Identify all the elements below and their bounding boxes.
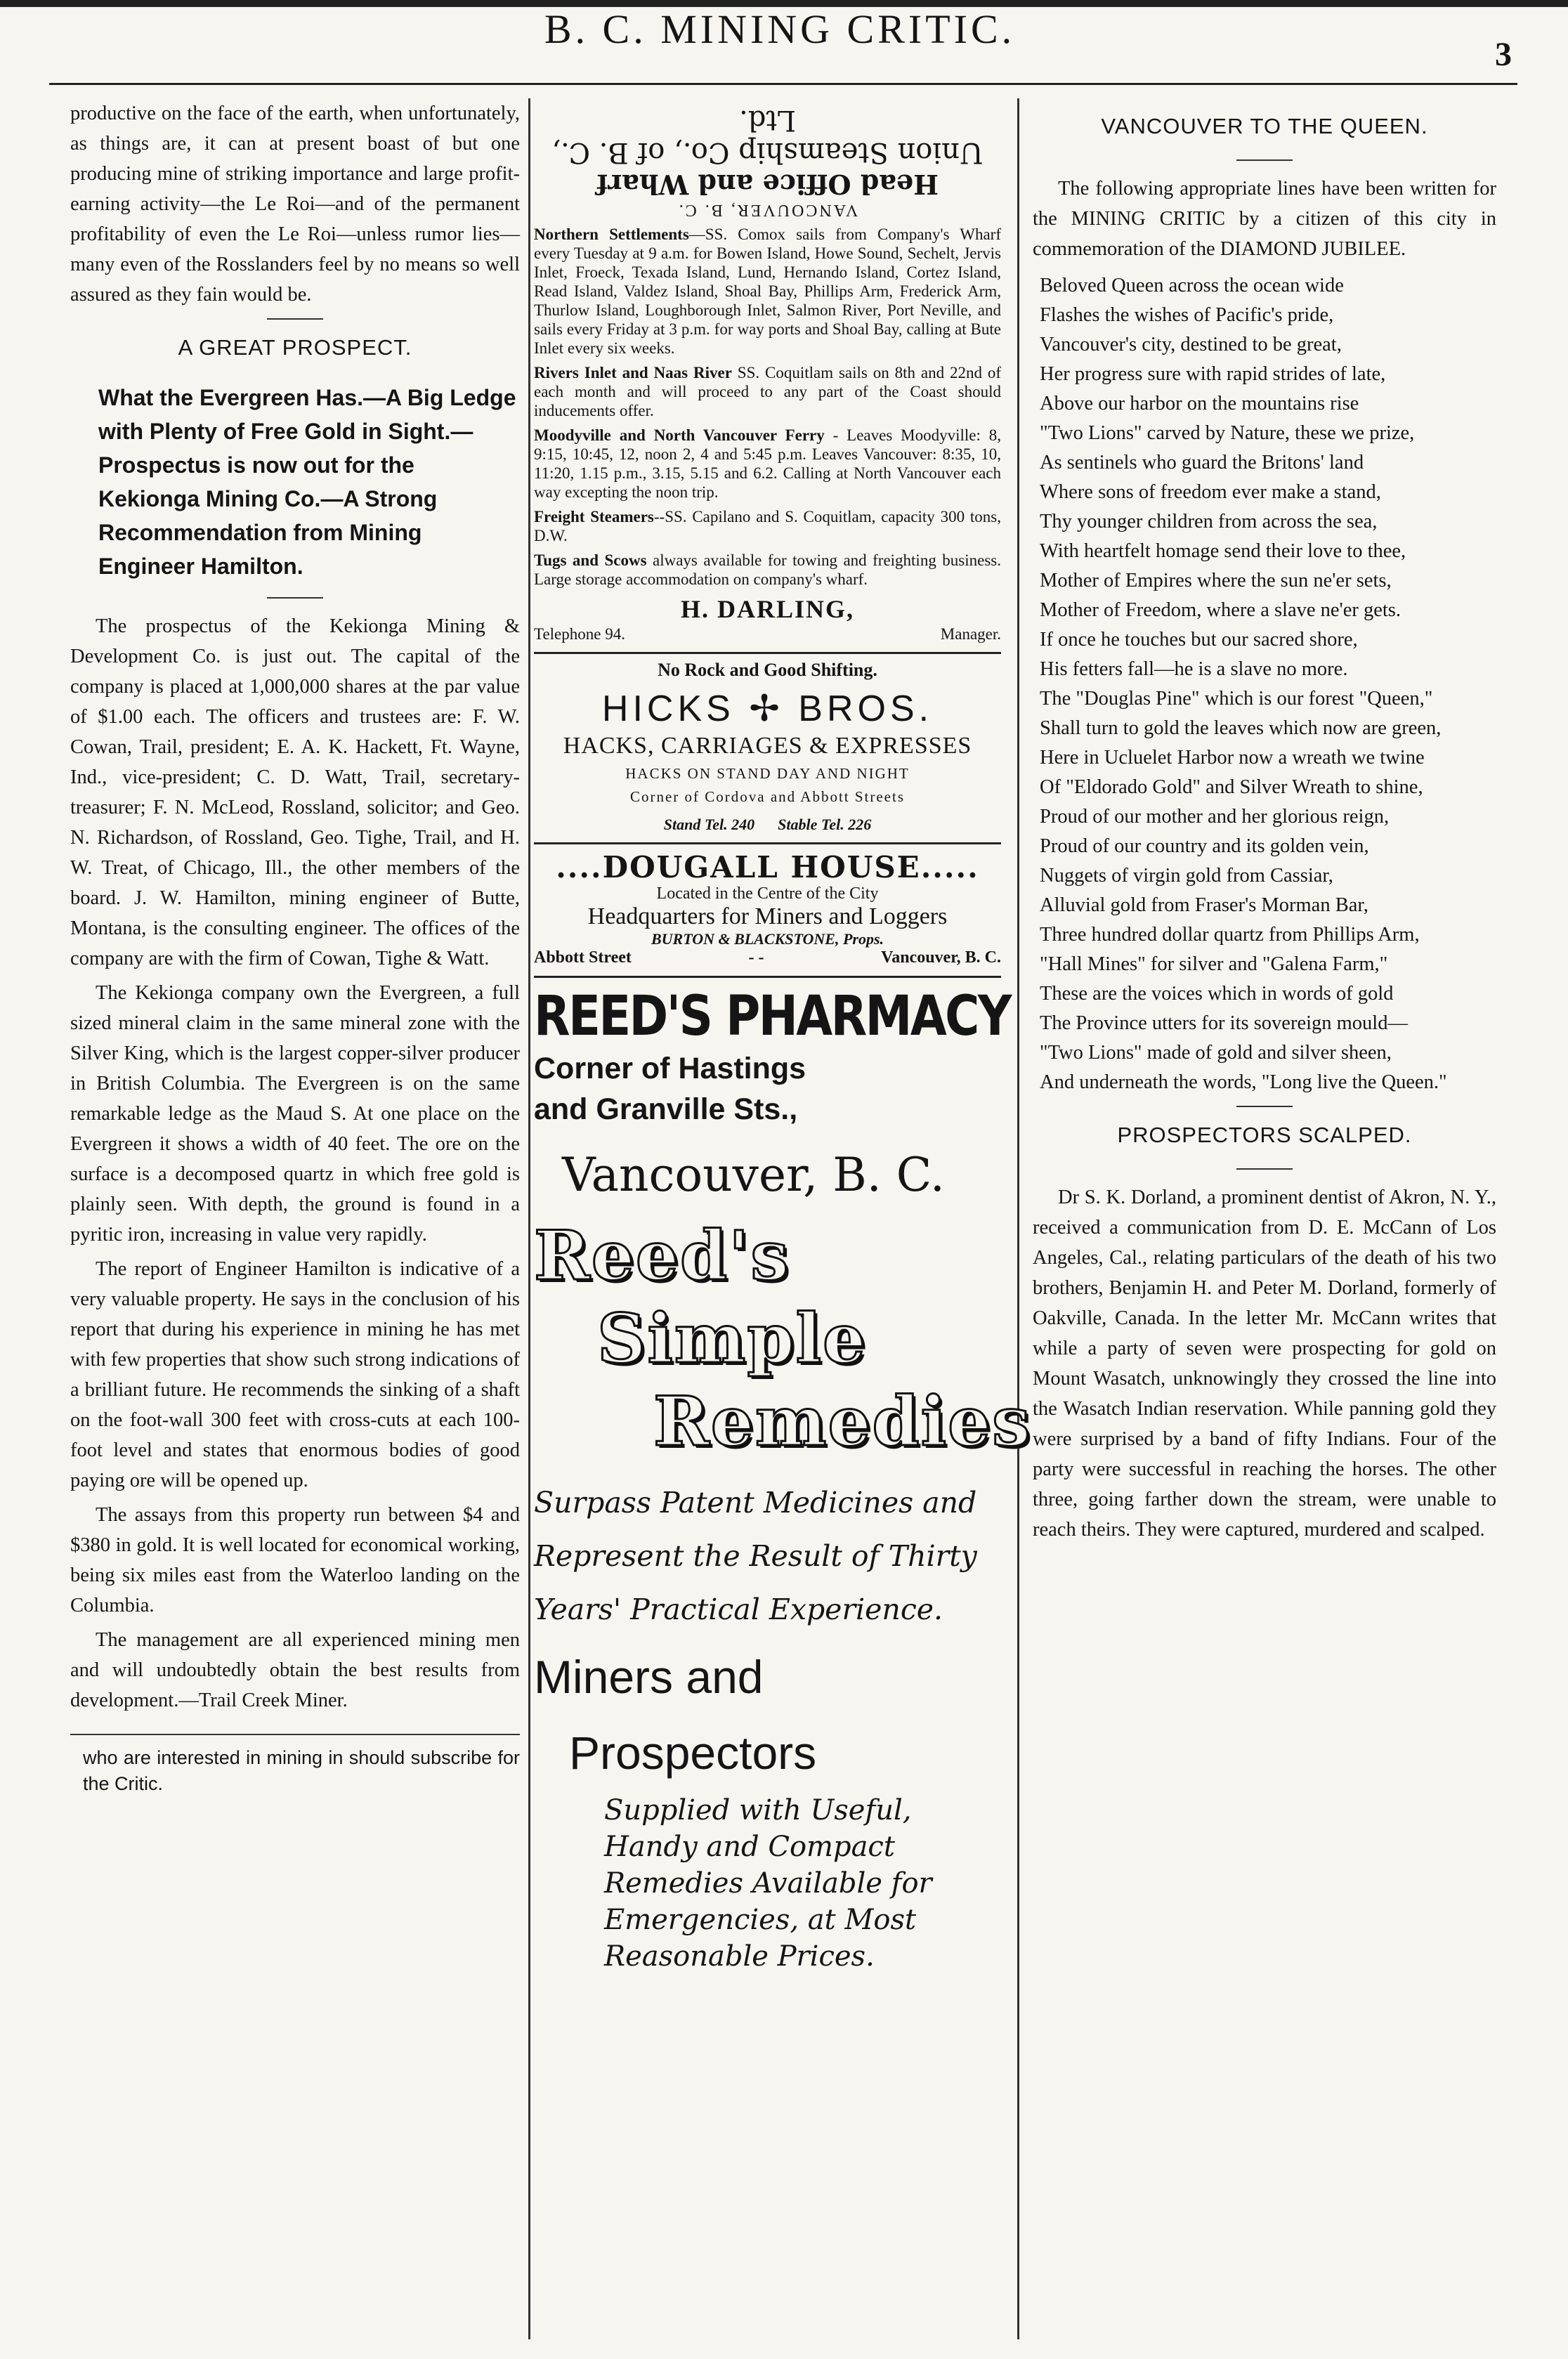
schedule-northern [534,225,1001,358]
poem-line: These are the voices which in words of gold [1040,983,1394,1005]
reed-ornate-2: Simple [597,1299,868,1378]
dougall-address-row [534,948,1001,967]
article-opening: productive on the face of the earth, when unfortunately, as things are, it can at present boast of but one producing mine of striking importance and large profit-earning activity—the Le Roi—and of the permanent profitability of even the Le Roi—unless rumor lies—many even of the Rosslanders feel by no means so well assured as they fain would be. [70,103,520,306]
poem-line: And underneath the words, "Long live the Queen." [1040,1071,1447,1093]
dougall-city: Vancouver, B. C. [881,948,1001,967]
text: SS. Coquitlam sails on 8th and 22nd of each month and will proceed to any part of the Coast should inducements offer. [534,364,1001,419]
manager-title: Manager. [940,625,1001,643]
dougall-dash: - - [748,948,764,967]
reed-miners: Miners and [534,1651,764,1703]
reed-supplied: Supplied with Useful, Handy and Compact Remedies Available for Emergencies, at Most Reasonable Prices. [604,1794,932,1973]
poem-line: If once he touches but our sacred shore, [1040,629,1358,651]
poem-line: Mother of Freedom, where a slave ne'er gets. [1040,599,1401,621]
poem-line: Three hundred dollar quartz from Phillips Arm, [1040,924,1420,946]
stable-tel: Stable Tel. 226 [778,816,872,833]
poem-line: Alluvial gold from Fraser's Morman Bar, [1040,894,1368,916]
schedule-tugs [534,551,1001,589]
reed-surpass: Surpass Patent Medicines and Represent the Result of Thirty Years' Practical Experience. [534,1486,977,1626]
hicks-name: HICKS ✢ BROS. [601,688,934,729]
telephone: Telephone 94. [534,625,625,643]
divider [1236,159,1293,161]
article-deck: What the Evergreen Has.—A Big Ledge with Plenty of Free Gold in Sight.—Prospectus is now out for the Kekionga Mining Co.—A Strong Recommendation from Mining Engineer Hamilton. [98,385,516,579]
column-divider-left [528,98,530,2339]
reed-ornate-3: Remedies [653,1382,1032,1461]
flip-office: Head Office and Wharf [596,169,939,200]
hicks-line1: HACKS ON STAND DAY AND NIGHT [625,765,910,782]
hicks-tagline: No Rock and Good Shifting. [658,660,877,680]
schedule-ferry [534,426,1001,502]
dougall-street: Abbott Street [534,948,632,967]
poem-line: Beloved Queen across the ocean wide [1040,275,1344,296]
dougall-hq: Headquarters for Miners and Loggers [587,903,948,929]
label: Northern Settlements [534,226,689,243]
text: - Leaves Moodyville: 8, 9:15, 10:45, 12, noon 2, 4 and 5:45 p.m. Leaves Vancouver: 8:35, 10, 11:20, 1.15 p.m., 3.15, 5.15 and 6.2. Calling at North Vancouver each way excepting the noon trip. [534,426,1001,501]
poem-line: The Province utters for its sovereign mould— [1040,1012,1408,1034]
dougall-name: ....DOUGALL HOUSE..... [556,850,979,884]
column-divider-right [1017,98,1019,2339]
masthead-rule [49,83,1517,85]
reed-prospectors: Prospectors [569,1727,817,1779]
poem-line: Proud of our mother and her glorious reign, [1040,806,1390,828]
article-paragraph: The assays from this property run between $4 and $380 in gold. It is well located for economical working, being six miles east from the Waterloo landing on the Columbia. [70,1504,520,1616]
poem-line: With heartfelt homage send their love to thee, [1040,540,1406,562]
label: Rivers Inlet and Naas River [534,364,732,381]
poem-line: As sentinels who guard the Britons' land [1040,452,1364,473]
schedule-freight [534,507,1001,545]
poem-line: The "Douglas Pine" which is our forest "Queen," [1040,688,1433,710]
reed-corner-1: Corner of Hastings [534,1052,806,1085]
dougall-location: Located in the Centre of the City [656,884,879,903]
hicks-services: HACKS, CARRIAGES & EXPRESSES [563,733,972,759]
article-heading: A GREAT PROSPECT. [178,335,412,360]
text: always available for towing and freighting business. Large storage accommodation on company's wharf. [534,551,1001,588]
column-right [1033,98,1496,1549]
poem-line: "Two Lions" carved by Nature, these we prize, [1040,422,1415,444]
article-paragraph: The Kekionga company own the Evergreen, a full sized mineral claim in the same mineral zone with the Silver King, which is the largest copper-silver producer in British Columbia. The Evergreen is on the same remarkable ledge as the Maud S. At one place on the Evergreen it shows a width of 40 feet. The ore on the surface is a decomposed quartz in which free gold is plainly seen. With depth, the ground is found in a pyritic iron, increasing in value very rapidly. [70,982,520,1246]
divider [1236,1168,1293,1170]
hicks-line2: Corner of Cordova and Abbott Streets [629,788,906,805]
article-paragraph: The management are all experienced mining men and will undoubtedly obtain the best results from development.—Trail Creek Miner. [70,1629,520,1711]
union-steamship-ad [534,98,1001,654]
reed-corner-2: and Granville Sts., [534,1092,798,1126]
dougall-house-ad [534,844,1001,978]
stand-tel: Stand Tel. 240 [663,816,755,833]
divider [267,597,323,599]
poem-line: Above our harbor on the mountains rise [1040,393,1359,414]
poem-line: Thy younger children from across the sea, [1040,511,1378,532]
article-paragraph: The prospectus of the Kekionga Mining & Development Co. is just out. The capital of the company is placed at 1,000,000 shares at the par value of $1.00 each. The officers and trustees are: F. W. Cowan, Trail, president; E. A. K. Hackett, Ft. Wayne, Ind., vice-president; C. D. Watt, Trail, secretary-treasurer; F. N. McLeod, Rossland, solicitor; and Geo. N. Richardson, of Rossland, Geo. Tighe, Trail, and H. W. Treat, of Chicago, Ill., the other members of the board. J. W. Hamilton, mining engineer of Butte, Montana, is the consulting engineer. The offices of the company are with the firm of Cowan, Tighe & Watt. [70,615,520,969]
hicks-bros-ad [534,654,1001,844]
poem-line: Her progress sure with rapid strides of late, [1040,363,1386,385]
reed-ornate-1: Reed's [534,1216,790,1295]
label: Freight Steamers [534,508,654,525]
scalped-paragraph: Dr S. K. Dorland, a prominent dentist of Akron, N. Y., received a communication from D. E. McCann of Los Angeles, Cal., relating particulars of the death of his two brothers, Benjamin H. and Peter M. Dorland, formerly of Oakville, Canada. In the letter Mr. McCann writes that while a party of seven were prospecting for gold on Mount Wasatch, unknowingly they crossed the line into the Wasatch Indian reservation. While panning gold they were surprised by a band of fifty Indians. Four of the party were successful in reaching the horses. The other three, going farther down the stream, were unable to reach theirs. They were captured, murdered and scalped. [1033,1187,1496,1541]
poem-intro: The following appropriate lines have been written for the MINING CRITIC by a citizen of this city in commemoration of the DIAMOND JUBILEE. [1033,178,1496,260]
poem-line: Nuggets of virgin gold from Cassiar, [1040,865,1333,887]
reed-title: REED'S PHARMACY [534,985,1010,1048]
schedule-rivers [534,363,1001,420]
poem-line: Where sons of freedom ever make a stand, [1040,481,1381,503]
reed-city: Vancouver, B. C. [562,1148,945,1202]
poem-line: "Hall Mines" for silver and "Galena Farm," [1040,953,1388,975]
article-paragraph: The report of Engineer Hamilton is indicative of a very valuable property. He says in the conclusion of his report that during his experience in mining he has met with few properties that show such strong indications of a brilliant future. He recommends the sinking of a shaft on the foot-wall 300 feet with cross-cuts at each 100-foot level and states that enormous bodies of good paying ore will be opened up. [70,1258,520,1491]
subscribe-note: who are interested in mining in should subscribe for the Critic. [70,1734,520,1797]
reeds-pharmacy-ad [534,985,1032,1975]
label: Tugs and Scows [534,551,647,569]
poem-line: Proud of our country and its golden vein, [1040,835,1369,857]
text: —SS. Comox sails from Company's Wharf every Tuesday at 9 a.m. for Bowen Island, Howe Sound, Sechelt, Jervis Inlet, Froeck, Texada Island, Lund, Hernando Island, Cortez Island, Read Island, Valdez Island, Shoal Bay, Phillips Arm, Frederick Arm, Thurlow Island, Loughborough Inlet, Salmon River, Port Neville, and sails every Friday at 3 p.m. for way ports and Shoal Bay, calling at Bute Inlet every six weeks. [534,226,1001,357]
poem-line: Here in Ucluelet Harbor now a wreath we twine [1040,747,1425,769]
flip-company: Union Steamship Co., of B. C., Ltd. [551,104,984,169]
dougall-props: BURTON & BLACKSTONE, Props. [651,930,884,948]
label: Moodyville and North Vancouver Ferry [534,426,825,444]
flip-city: VANCOUVER, B. C. [677,201,858,219]
poem-heading: VANCOUVER TO THE QUEEN. [1101,114,1428,138]
manager-name: H. DARLING, [680,595,855,623]
column-left [70,98,520,1797]
column-middle-ads [534,98,1032,1975]
masthead [0,0,1568,73]
telephone-row [534,625,1001,643]
poem [1033,271,1496,1097]
poem-line: Of "Eldorado Gold" and Silver Wreath to shine, [1040,776,1423,798]
poem-line: Mother of Empires where the sun ne'er sets, [1040,570,1392,592]
divider [267,318,323,320]
inverted-header [534,104,1001,219]
divider [1236,1106,1293,1107]
poem-line: Shall turn to gold the leaves which now are green, [1040,717,1442,739]
page-number: 3 [1495,36,1512,73]
poem-line: Flashes the wishes of Pacific's pride, [1040,304,1334,326]
hicks-telephones [534,816,1001,834]
poem-line: Vancouver's city, destined to be great, [1040,334,1342,355]
text: --SS. Capilano and S. Coquitlam, capacity 300 tons, D.W. [534,508,1002,544]
poem-line: "Two Lions" made of gold and silver sheen, [1040,1042,1392,1064]
scalped-heading: PROSPECTORS SCALPED. [1117,1123,1412,1147]
masthead-title: B. C. MINING CRITIC. [544,6,1016,52]
poem-line: His fetters fall—he is a slave no more. [1040,658,1348,680]
